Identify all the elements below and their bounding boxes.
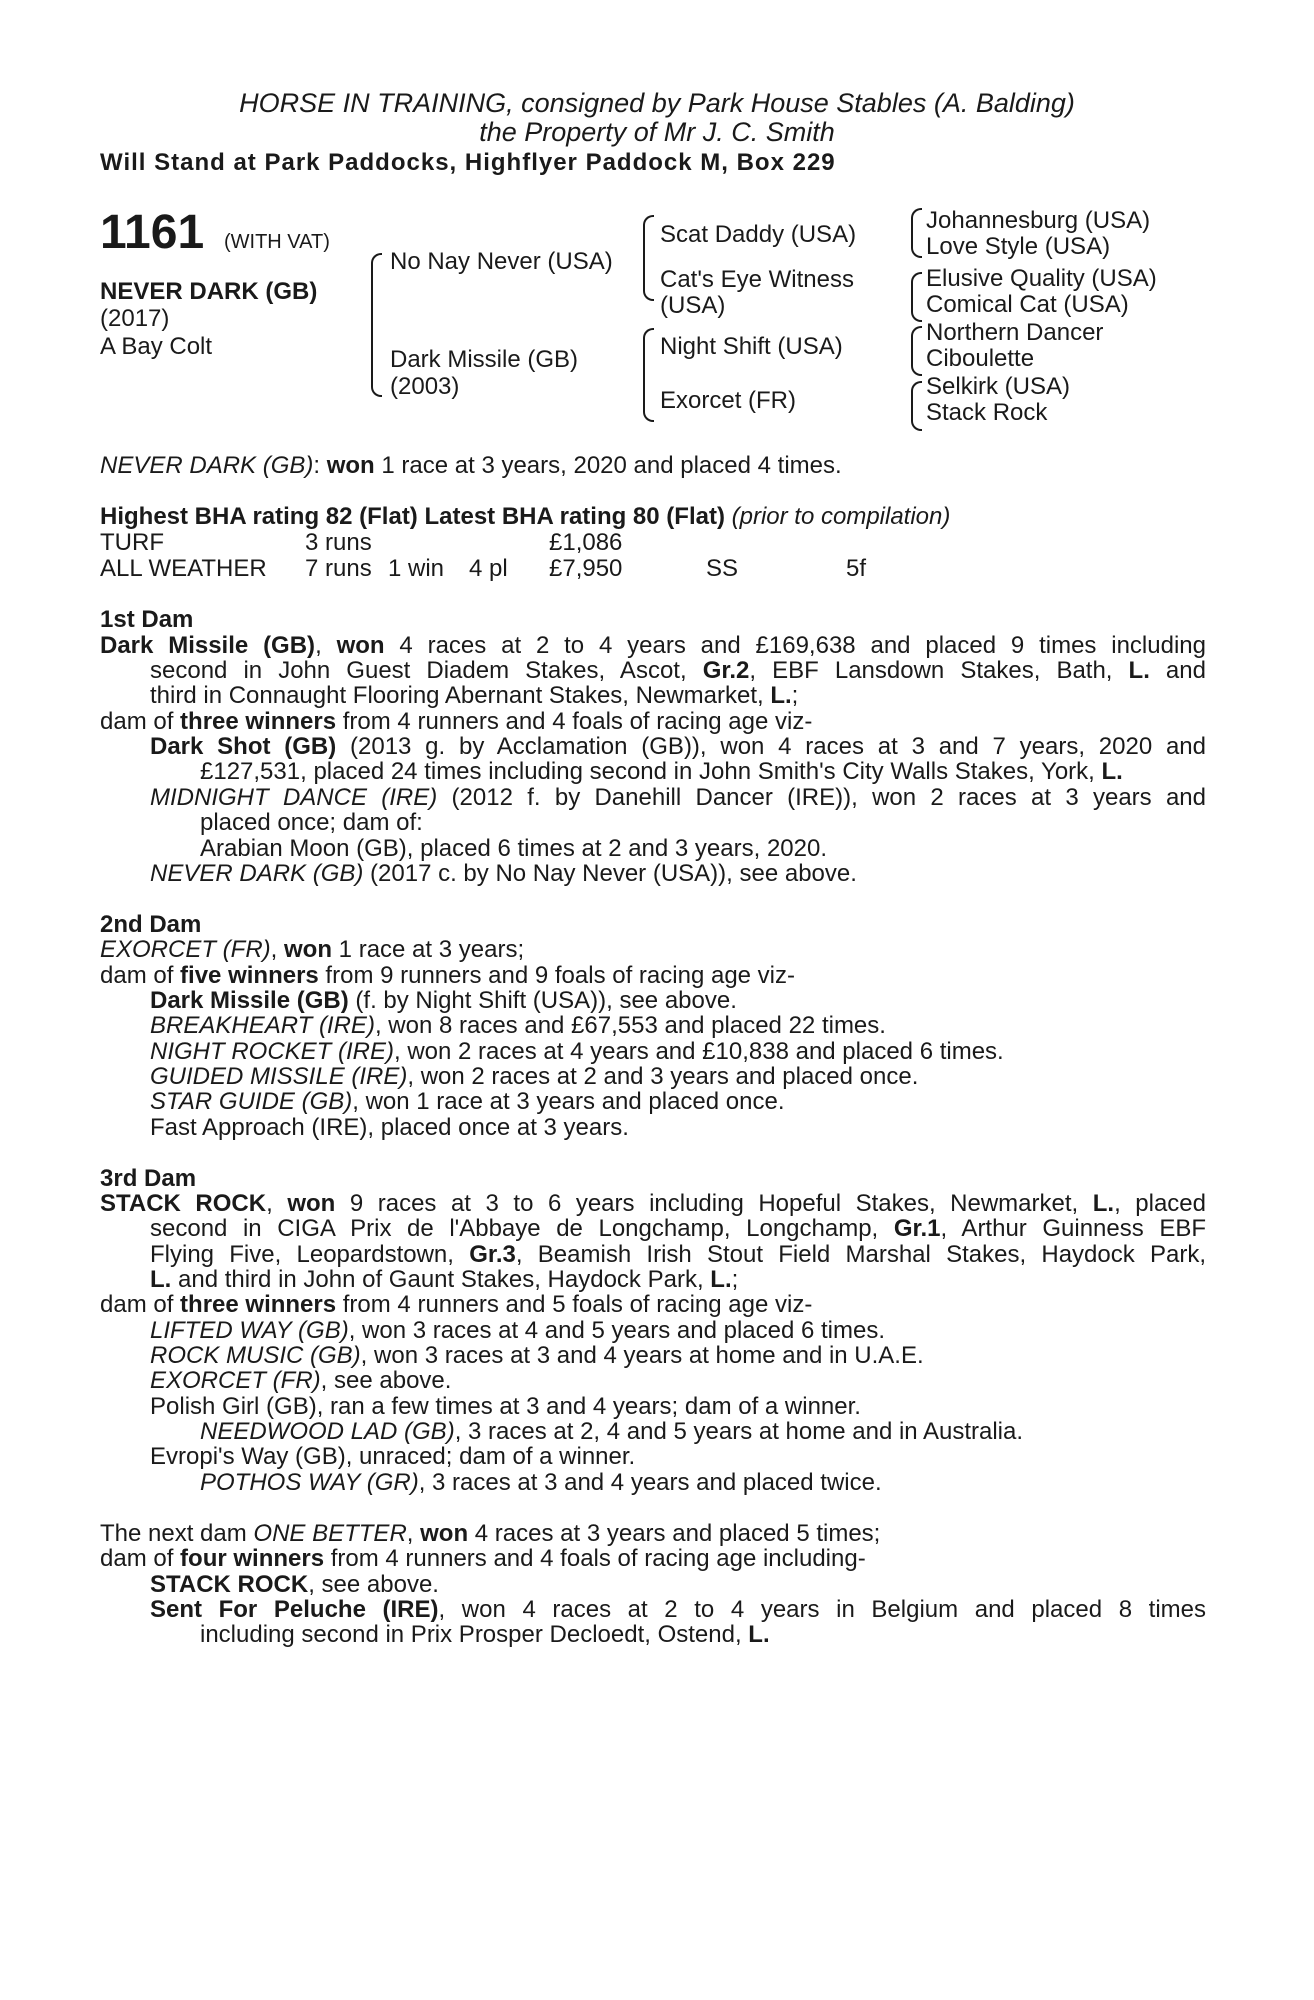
dam1-line: Arabian Moon (GB), placed 6 times at 2 and 3 years, 2020. (200, 835, 828, 862)
next-dam-line: dam of four winners from 4 runners and 4 foals of racing age including- (100, 1545, 866, 1572)
lot-number: 1161 (100, 206, 205, 259)
race-summary: NEVER DARK (GB): won 1 race at 3 years, 2020 and placed 4 times. (100, 452, 842, 479)
dam3-line: Evropi's Way (GB), unraced; dam of a winner. (150, 1443, 636, 1470)
section-heading: 1st Dam (100, 606, 194, 633)
horse-description: A Bay Colt (100, 333, 213, 360)
pedigree-ddd: Stack Rock (926, 399, 1048, 426)
dam3-line: EXORCET (FR), see above. (150, 1367, 452, 1394)
pedigree-brace (911, 381, 922, 431)
pedigree-sdd: Comical Cat (USA) (926, 291, 1129, 318)
horse-year: (2017) (100, 305, 170, 332)
dam1-line: Dark Missile (GB), won 4 races at 2 to 4 years and £169,638 and placed 9 times including (100, 632, 1206, 659)
vat-note: (WITH VAT) (224, 231, 330, 253)
next-dam-line: including second in Prix Prosper Decloedt, Ostend, L. (200, 1621, 770, 1648)
pedigree-brace (911, 208, 922, 258)
pedigree-brace (371, 253, 382, 397)
pedigree-ssd: Love Style (USA) (926, 233, 1111, 260)
stand-location: Will Stand at Park Paddocks, Highflyer Paddock M, Box 229 (100, 149, 836, 176)
dam1-line: NEVER DARK (GB) (2017 c. by No Nay Never (USA)), see above. (150, 860, 857, 887)
next-dam-line: STACK ROCK, see above. (150, 1571, 439, 1598)
catalogue-header-line2: the Property of Mr J. C. Smith (479, 117, 835, 147)
next-dam-line: The next dam ONE BETTER, won 4 races at 3 years and placed 5 times; (100, 1520, 881, 1547)
pedigree-dam-sire: Night Shift (USA) (660, 333, 843, 360)
dam3-line: Polish Girl (GB), ran a few times at 3 and 4 years; dam of a winner. (150, 1393, 861, 1420)
pedigree-dds: Selkirk (USA) (926, 373, 1071, 400)
pedigree-sire-sire: Scat Daddy (USA) (660, 221, 857, 248)
summary-horse-name: NEVER DARK (GB) (100, 452, 314, 479)
dam3-line: ROCK MUSIC (GB), won 3 races at 3 and 4 years at home and in U.A.E. (150, 1342, 924, 1369)
pedigree-sire: No Nay Never (USA) (390, 248, 613, 275)
dam1-line: placed once; dam of: (200, 809, 423, 836)
pedigree-dss: Northern Dancer (926, 319, 1104, 346)
dam1-line: second in John Guest Diadem Stakes, Ascot, Gr.2, EBF Lansdown Stakes, Bath, L. and (150, 657, 1206, 684)
pedigree-sss: Johannesburg (USA) (926, 207, 1151, 234)
dam3-line: LIFTED WAY (GB), won 3 races at 4 and 5 years and placed 6 times. (150, 1317, 886, 1344)
pedigree-sire-dam: Cat's Eye Witness (660, 266, 854, 293)
dam1-line: £127,531, placed 24 times including second in John Smith's City Walls Stakes, York, L. (200, 758, 1123, 785)
dam3-line: dam of three winners from 4 runners and 5 foals of racing age viz- (100, 1291, 813, 1318)
dam1-line: third in Connaught Flooring Abernant Stakes, Newmarket, L.; (150, 682, 799, 709)
dam3-line: POTHOS WAY (GR), 3 races at 3 and 4 years and placed twice. (200, 1469, 882, 1496)
pedigree-brace (911, 272, 922, 322)
dam3-line: second in CIGA Prix de l'Abbaye de Longchamp, Longchamp, Gr.1, Arthur Guinness EBF (150, 1215, 1206, 1242)
dam2-line: Dark Missile (GB) (f. by Night Shift (USA)), see above. (150, 987, 737, 1014)
dam2-line: EXORCET (FR), won 1 race at 3 years; (100, 936, 525, 963)
horse-name: NEVER DARK (GB) (100, 278, 318, 305)
dam2-line: STAR GUIDE (GB), won 1 race at 3 years and placed once. (150, 1088, 785, 1115)
bha-ratings: Highest BHA rating 82 (Flat) Latest BHA rating 80 (Flat) (prior to compilation) (100, 503, 951, 530)
pedigree-brace (643, 215, 654, 301)
pedigree-dam-dam: Exorcet (FR) (660, 387, 797, 414)
dam2-line: BREAKHEART (IRE), won 8 races and £67,553 and placed 22 times. (150, 1012, 886, 1039)
pedigree-dam-year: (2003) (390, 373, 460, 400)
dam3-line: L. and third in John of Gaunt Stakes, Haydock Park, L.; (150, 1266, 739, 1293)
section-heading: 2nd Dam (100, 911, 202, 938)
dam3-line: STACK ROCK, won 9 races at 3 to 6 years including Hopeful Stakes, Newmarket, L., placed (100, 1190, 1207, 1217)
dam2-line: NIGHT ROCKET (IRE), won 2 races at 4 years and £10,838 and placed 6 times. (150, 1038, 1004, 1065)
dam1-line: MIDNIGHT DANCE (IRE) (2012 f. by Danehill Dancer (IRE)), won 2 races at 3 years and (150, 784, 1206, 811)
dam1-line: dam of three winners from 4 runners and 4 foals of racing age viz- (100, 708, 813, 735)
pedigree-dam-name: Dark Missile (GB) (390, 346, 579, 373)
next-dam-line: Sent For Peluche (IRE), won 4 races at 2 to 4 years in Belgium and placed 8 times (150, 1596, 1207, 1623)
section-heading: 3rd Dam (100, 1165, 197, 1192)
pedigree-brace (643, 328, 654, 422)
dam3-line: NEEDWOOD LAD (GB), 3 races at 2, 4 and 5 years at home and in Australia. (200, 1418, 1024, 1445)
dam2-line: dam of five winners from 9 runners and 9 foals of racing age viz- (100, 962, 796, 989)
pedigree-sire-dam-country: (USA) (660, 292, 726, 319)
dam2-line: GUIDED MISSILE (IRE), won 2 races at 2 and 3 years and placed once. (150, 1063, 919, 1090)
dam2-line: Fast Approach (IRE), placed once at 3 years. (150, 1114, 629, 1141)
pedigree-dsd: Ciboulette (926, 345, 1035, 372)
dam1-line: Dark Shot (GB) (2013 g. by Acclamation (GB)), won 4 races at 3 and 7 years, 2020 and (150, 733, 1206, 760)
pedigree-brace (911, 326, 922, 376)
catalogue-header-line1: HORSE IN TRAINING, consigned by Park House Stables (A. Balding) (239, 88, 1075, 118)
pedigree-sds: Elusive Quality (USA) (926, 265, 1157, 292)
dam3-line: Flying Five, Leopardstown, Gr.3, Beamish Irish Stout Field Marshal Stakes, Haydock Park, (150, 1241, 1206, 1268)
